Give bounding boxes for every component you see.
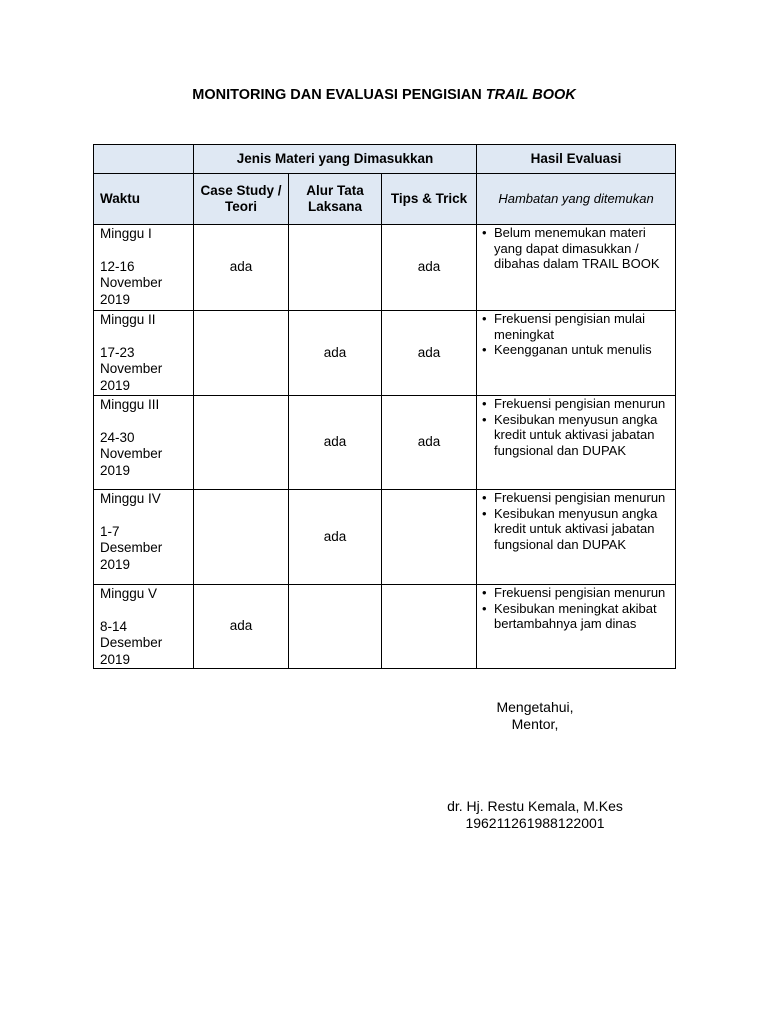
list-item: • Kesibukan menyusun angka kredit untuk aktivasi jabatan fungsional dan DUPAK bbox=[480, 412, 671, 459]
cell-alur: ada bbox=[289, 311, 382, 396]
cell-waktu bbox=[94, 585, 194, 669]
week-label: Minggu IV bbox=[100, 491, 161, 506]
title-main: MONITORING DAN EVALUASI PENGISIAN bbox=[192, 87, 486, 103]
cell-tips bbox=[382, 585, 477, 669]
spacer bbox=[100, 508, 187, 524]
date-line: Desember bbox=[100, 540, 163, 555]
list-item: • Frekuensi pengisian menurun bbox=[480, 396, 671, 412]
list-item: • Frekuensi pengisian mulai meningkat bbox=[480, 311, 671, 342]
date-line: 2019 bbox=[100, 462, 131, 478]
cell-hambatan bbox=[477, 490, 676, 585]
week-label: Minggu I bbox=[100, 226, 152, 241]
spacer bbox=[100, 603, 187, 619]
cell-waktu bbox=[94, 311, 194, 396]
spacer bbox=[100, 414, 187, 430]
cell-hambatan bbox=[477, 225, 676, 311]
title-italic: TRAIL BOOK bbox=[485, 87, 576, 103]
hambatan-list bbox=[477, 225, 675, 272]
list-item: • Kesibukan menyusun angka kredit untuk aktivasi jabatan fungsional dan DUPAK bbox=[480, 506, 671, 553]
table-row bbox=[94, 311, 676, 396]
date-line: November bbox=[100, 361, 163, 376]
cell-tips: ada bbox=[382, 225, 477, 311]
header-hasil-evaluasi: Hasil Evaluasi bbox=[477, 145, 676, 174]
date-line: 24-30 bbox=[100, 429, 135, 445]
cell-alur bbox=[289, 225, 382, 311]
table-row bbox=[94, 585, 676, 669]
date-line: 2019 bbox=[100, 651, 131, 667]
date-line: November bbox=[100, 275, 163, 290]
cell-case bbox=[194, 311, 289, 396]
cell-case: ada bbox=[194, 585, 289, 669]
cell-hambatan bbox=[477, 396, 676, 490]
date-line: 8-14 bbox=[100, 618, 128, 634]
list-item: • Kesibukan meningkat akibat bertambahnya jam dinas bbox=[480, 601, 671, 632]
signature-line1: Mengetahui, bbox=[496, 699, 574, 715]
table-row bbox=[94, 396, 676, 490]
cell-alur: ada bbox=[289, 396, 382, 490]
spacer bbox=[100, 329, 187, 345]
header-hambatan: Hambatan yang ditemukan bbox=[477, 174, 676, 225]
list-item: • Frekuensi pengisian menurun bbox=[480, 490, 671, 506]
date-line: November bbox=[100, 446, 163, 461]
header-jenis-materi: Jenis Materi yang Dimasukkan bbox=[194, 145, 477, 174]
hambatan-list bbox=[477, 585, 675, 632]
cell-hambatan bbox=[477, 311, 676, 396]
cell-tips: ada bbox=[382, 396, 477, 490]
header-waktu: Waktu bbox=[94, 174, 194, 225]
hambatan-list bbox=[477, 490, 675, 552]
hambatan-list bbox=[477, 396, 675, 458]
signature-nip: 196211261988122001 bbox=[465, 815, 605, 831]
week-label: Minggu II bbox=[100, 312, 156, 327]
signature-line2: Mentor, bbox=[511, 716, 559, 732]
cell-case: ada bbox=[194, 225, 289, 311]
page-title bbox=[0, 87, 768, 103]
header-blank bbox=[94, 145, 194, 174]
cell-tips: ada bbox=[382, 311, 477, 396]
date-line: 12-16 bbox=[100, 258, 135, 274]
cell-tips bbox=[382, 490, 477, 585]
signature-name: dr. Hj. Restu Kemala, M.Kes bbox=[447, 798, 623, 814]
date-line: Desember bbox=[100, 635, 163, 650]
cell-waktu bbox=[94, 225, 194, 311]
spacer bbox=[100, 243, 187, 259]
cell-case bbox=[194, 490, 289, 585]
signature-acknowledge bbox=[460, 699, 610, 733]
cell-hambatan bbox=[477, 585, 676, 669]
list-item: • Frekuensi pengisian menurun bbox=[480, 585, 671, 601]
date-line: 2019 bbox=[100, 291, 131, 307]
table-body bbox=[94, 225, 676, 669]
list-item: • Keengganan untuk menulis bbox=[480, 342, 671, 358]
date-line: 17-23 bbox=[100, 344, 135, 360]
cell-alur bbox=[289, 585, 382, 669]
list-item: • Belum menemukan materi yang dapat dimasukkan / dibahas dalam TRAIL BOOK bbox=[480, 225, 671, 272]
table-row bbox=[94, 490, 676, 585]
signature-block bbox=[400, 798, 670, 832]
week-label: Minggu V bbox=[100, 586, 158, 601]
table-row bbox=[94, 225, 676, 311]
date-line: 2019 bbox=[100, 556, 131, 572]
header-alur-tata-laksana: Alur Tata Laksana bbox=[289, 174, 382, 225]
header-tips-trick: Tips & Trick bbox=[382, 174, 477, 225]
cell-alur: ada bbox=[289, 490, 382, 585]
cell-case bbox=[194, 396, 289, 490]
evaluation-table bbox=[93, 144, 676, 669]
hambatan-list bbox=[477, 311, 675, 358]
date-line: 2019 bbox=[100, 377, 131, 393]
week-label: Minggu III bbox=[100, 397, 160, 412]
cell-waktu bbox=[94, 490, 194, 585]
date-line: 1-7 bbox=[100, 523, 120, 539]
cell-waktu bbox=[94, 396, 194, 490]
header-case-study: Case Study / Teori bbox=[194, 174, 289, 225]
